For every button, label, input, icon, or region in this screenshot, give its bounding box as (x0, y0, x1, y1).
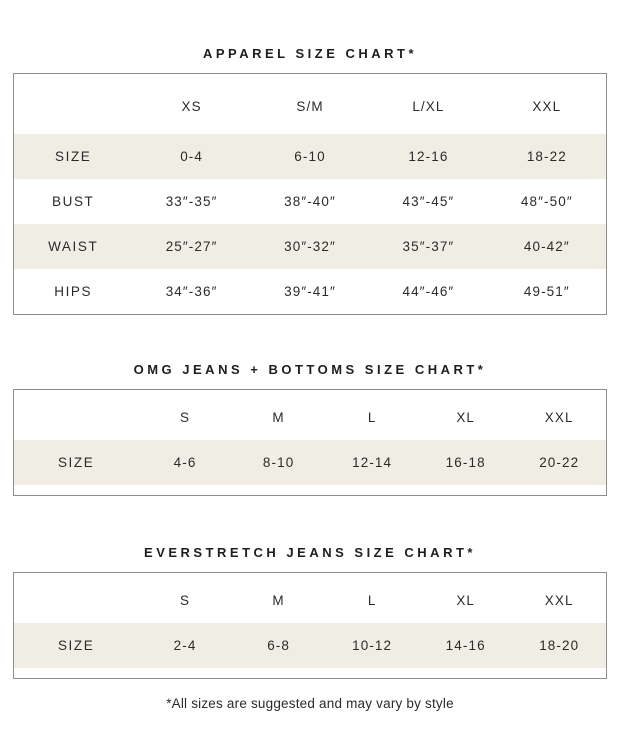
omg-jeans-size-table (13, 389, 607, 496)
size-value-cell: 48″-50″ (520, 194, 573, 209)
size-value-cell: 34″-36″ (165, 284, 218, 299)
apparel-size-table (13, 73, 607, 315)
header-row (14, 78, 606, 134)
row-label: WAIST (48, 239, 99, 254)
size-value-cell: 8-10 (262, 455, 295, 470)
size-value-cell: 0-4 (180, 149, 204, 164)
size-value-cell: 33″-35″ (165, 194, 218, 209)
header-row (14, 577, 606, 623)
omg-jeans-chart-title: OMG JEANS + BOTTOMS SIZE CHART* (133, 362, 487, 377)
everstretch-size-chart-section (13, 496, 607, 679)
size-value-cell: 35″-37″ (402, 239, 455, 254)
column-header: XXL (532, 98, 562, 114)
size-value-cell: 18-22 (526, 149, 567, 164)
column-header: L/XL (412, 98, 445, 114)
table-row (14, 224, 606, 269)
column-header: L (367, 409, 377, 425)
header-row (14, 394, 606, 440)
column-header: S/M (296, 98, 324, 114)
size-value-cell: 49-51″ (523, 284, 570, 299)
size-value-cell: 18-20 (539, 638, 580, 653)
size-value-cell: 10-12 (352, 638, 393, 653)
column-header: M (272, 592, 285, 608)
apparel-chart-title: APPAREL SIZE CHART* (202, 46, 418, 61)
row-label: HIPS (54, 284, 93, 299)
size-value-cell: 16-18 (445, 455, 486, 470)
size-value-cell: 30″-32″ (284, 239, 336, 254)
column-header: M (272, 409, 285, 425)
row-label: SIZE (57, 455, 95, 470)
table-row (14, 179, 606, 224)
size-value-cell: 20-22 (539, 455, 580, 470)
size-value-cell: 2-4 (173, 638, 197, 653)
size-value-cell: 39″-41″ (284, 284, 336, 299)
everstretch-chart-title: EVERSTRETCH JEANS SIZE CHART* (144, 545, 476, 560)
everstretch-size-table (13, 572, 607, 679)
size-value-cell: 4-6 (173, 455, 197, 470)
table-row (14, 440, 606, 485)
size-value-cell: 25″-27″ (165, 239, 218, 254)
row-label: BUST (52, 194, 95, 209)
column-header: XL (456, 409, 476, 425)
apparel-size-chart-section (13, 0, 607, 315)
column-header: S (180, 409, 191, 425)
column-header: XXL (544, 592, 574, 608)
column-header: XXL (544, 409, 574, 425)
size-value-cell: 12-14 (352, 455, 393, 470)
column-header: XL (456, 592, 476, 608)
column-header: XS (181, 98, 202, 114)
size-value-cell: 40-42″ (523, 239, 570, 254)
size-value-cell: 6-10 (294, 149, 326, 164)
footnote: *All sizes are suggested and may vary by style (166, 696, 454, 711)
size-value-cell: 44″-46″ (402, 284, 455, 299)
column-header: L (367, 592, 377, 608)
row-label: SIZE (57, 638, 95, 653)
table-row (14, 134, 606, 179)
table-row (14, 623, 606, 668)
table-row (14, 269, 606, 314)
size-value-cell: 38″-40″ (284, 194, 336, 209)
size-value-cell: 12-16 (408, 149, 449, 164)
omg-jeans-size-chart-section (13, 315, 607, 496)
column-header: S (180, 592, 191, 608)
row-label: SIZE (55, 149, 92, 164)
size-value-cell: 6-8 (267, 638, 291, 653)
size-value-cell: 43″-45″ (402, 194, 455, 209)
size-value-cell: 14-16 (445, 638, 486, 653)
